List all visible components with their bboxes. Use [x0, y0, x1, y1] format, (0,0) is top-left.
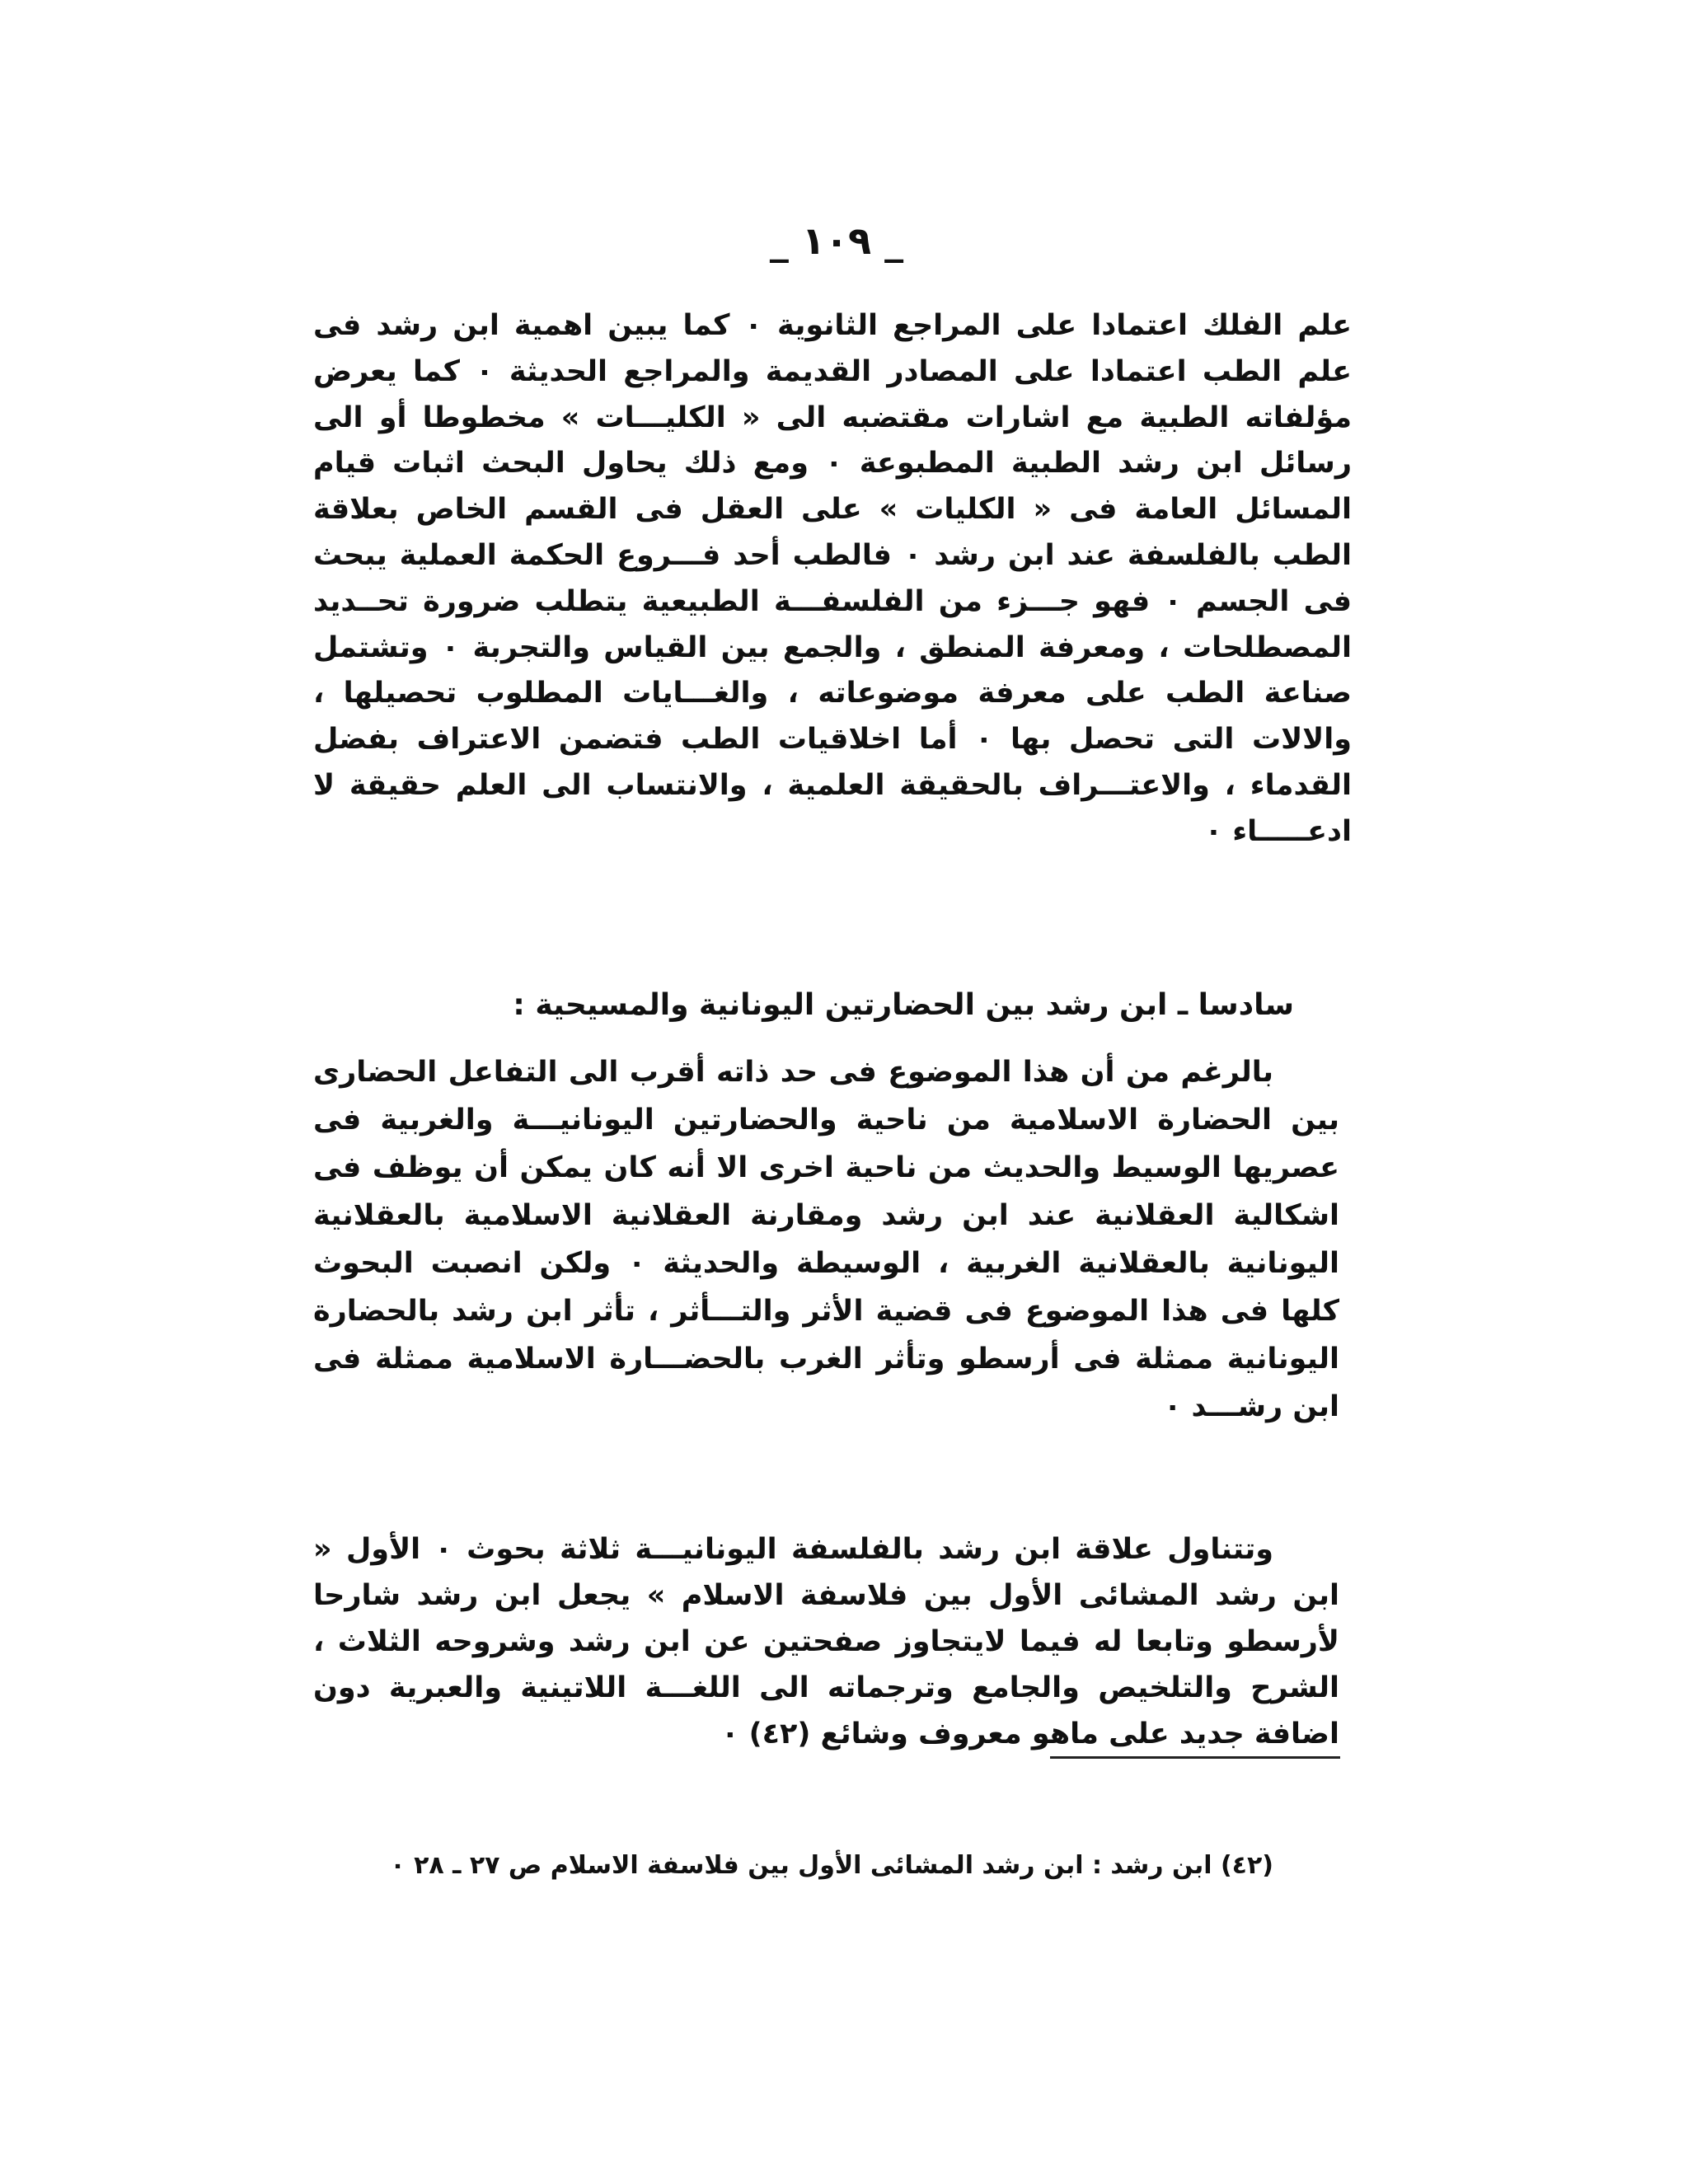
- footnote: (٤٢) ابن رشد : ابن رشد المشائى الأول بين فلاسفة الاسلام ص ٢٧ ـ ٢٨ ٠: [390, 1851, 1273, 1880]
- section-heading: سادسا ـ ابن رشد بين الحضارتين اليونانية والمسيحية :: [513, 988, 1294, 1022]
- paragraph-medicine: علم الفلك اعتمادا على المراجع الثانوية ٠ كما يبين اهمية ابن رشد فى علم الطب اعتمادا على المصادر القديمة والمراجع الحديثة ٠ كما يعرض مؤلفاته الطبية مع اشارات مقتضبه الى « الكليـــات » مخطوطا أو الى رسائل ابن رشد الطبية المطبوعة ٠ ومع ذلك يحاول البحث اثبات قيام المسائل العامة فى « الكليات » على العقل فى القسم الخاص بعلاقة الطب بالفلسفة عند ابن رشد ٠ فالطب أحد فـــروع الحكمة العملية يبحث فى الجسم ٠ فهو جـــزء من الفلسفـــة الطبيعية يتطلب ضرورة تحــديد المصطلحات ، ومعرفة المنطق ، والجمع بين القياس والتجربة ٠ وتشتمل صناعة الطب على معرفة موضوعاته ، والغـــايات المطلوب تحصيلها ، والالات التى تحصل بها ٠ أما اخلاقيات الطب فتضمن الاعتراف بفضل القدماء ، والاعتـــراف بالحقيقة العلمية ، والانتساب الى العلم حقيقة لا ادعـــــاء ٠: [313, 309, 1352, 848]
- footnote-separator: [1050, 1756, 1340, 1759]
- page-number: _ ١٠٩ _: [769, 218, 904, 263]
- paragraph-civilizations: بالرغم من أن هذا الموضوع فى حد ذاته أقرب الى التفاعل الحضارى بين الحضارة الاسلامية من ناحية والحضارتين اليونانيـــة والغربية فى عصريها الوسيط والحديث من ناحية اخرى الا أنه كان يمكن أن يوظف فى اشكالية العقلانية عند ابن رشد ومقارنة العقلانية الاسلامية بالعقلانية اليونانية بالعقلانية الغربية ، الوسيطة والحديثة ٠ ولكن انصبت البحوث كلها فى هذا الموضوع فى قضية الأثر والتـــأثر ، تأثر ابن رشد بالحضارة اليونانية ممثلة فى أرسطو وتأثر الغرب بالحضـــارة الاسلامية ممثلة فى ابن رشـــد ٠: [313, 1056, 1339, 1423]
- paragraph-greek-philosophy: وتتناول علاقة ابن رشد بالفلسفة اليونانيـــة ثلاثة بحوث ٠ الأول « ابن رشد المشائى الأول بين فلاسفة الاسلام » يجعل ابن رشد شارحا لأرسطو وتابعا له فيما لايتجاوز صفحتين عن ابن رشد وشروحه الثلاث ، الشرح والتلخيص والجامع وترجماته الى اللغـــة اللاتينية والعبرية دون اضافة جديد على ماهو معروف وشائع (٤٢) ٠: [313, 1533, 1339, 1750]
